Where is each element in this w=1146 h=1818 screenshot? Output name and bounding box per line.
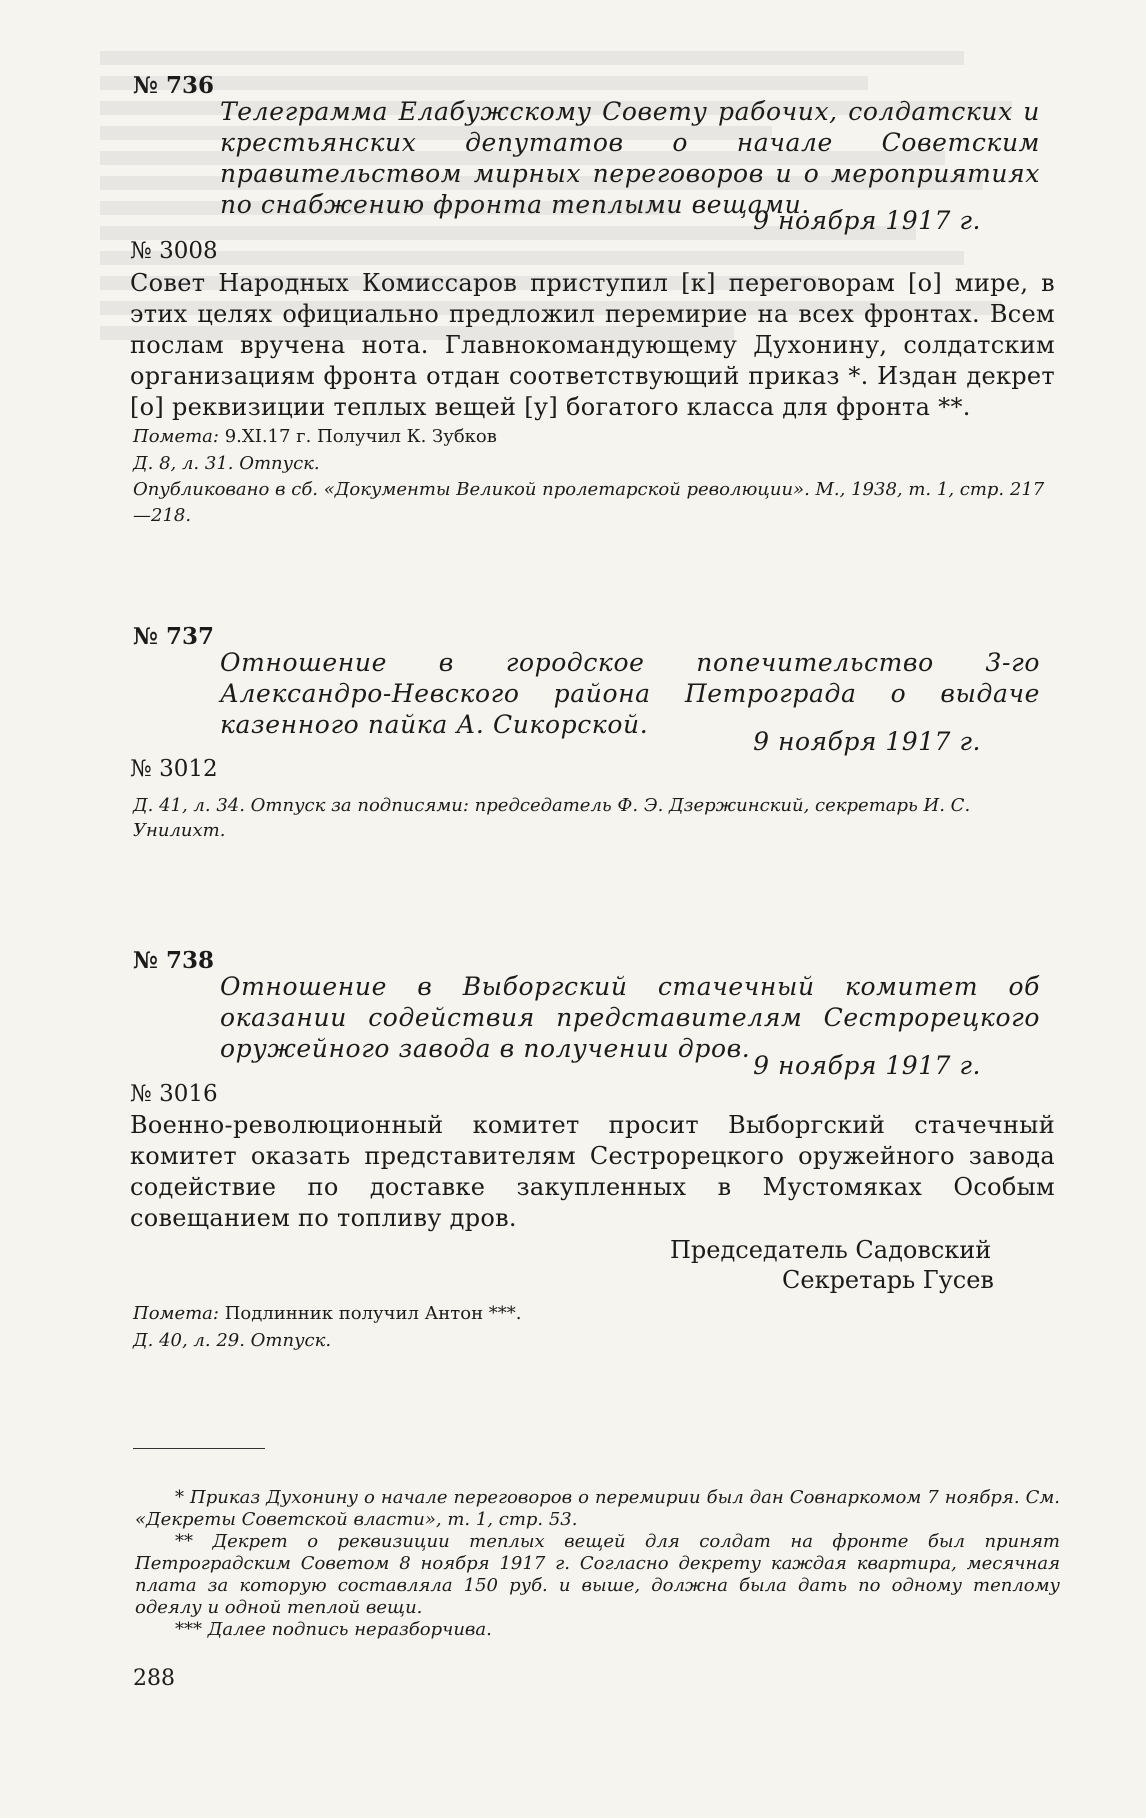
doc-date-737: 9 ноября 1917 г. <box>753 727 981 756</box>
archive-ref-736: Д. 8, л. 31. Отпуск. <box>133 453 320 474</box>
doc-date-736: 9 ноября 1917 г. <box>753 206 981 235</box>
footnote-1: * Приказ Духонину о начале переговоров о перемирии был дан Совнаркомом 7 ноября. См. «Декреты Советской власти», т. 1, стр. 53. <box>135 1487 1060 1530</box>
archive-ref-737: Д. 41, л. 34. Отпуск за подписями: председатель Ф. Э. Дзержинский, секретарь И. С. Унилихт. <box>133 795 971 841</box>
archive-number-3008: № 3008 <box>130 238 218 264</box>
note-pometa-736 <box>133 424 1058 450</box>
doc-title-737: Отношение в городское попечительство 3-го Александро-Невского района Петрограда о выдаче казенного пайка А. Сикорской. <box>220 648 1040 739</box>
doc-body-738: Военно-революционный комитет просит Выборгский стачечный комитет оказать представителям Сестрорецкого оружейного завода содействие по доставке закупленных в Мустомяках Особым совещанием по топливу дров. <box>130 1111 1055 1232</box>
signature-chairman: Председатель Садовский <box>670 1236 992 1264</box>
doc-title-738: Отношение в Выборгский стачечный комитет об оказании содействия представителям Сестрорецкого оружейного завода в получении дров. <box>220 972 1040 1063</box>
footnote-divider <box>133 1448 265 1449</box>
note-label: Помета: <box>133 426 219 447</box>
archive-number-3012: № 3012 <box>130 756 218 782</box>
archive-number-3016: № 3016 <box>130 1081 218 1107</box>
footnote-2: ** Декрет о реквизиции теплых вещей для солдат на фронте был принят Петроградским Советом 8 ноября 1917 г. Согласно декрету каждая квартира, месячная плата за которую составляла 150 руб. и выше, должна была дать по одному теплому одеялу и одной теплой вещи. <box>135 1531 1060 1618</box>
note-value: Подлинник получил Антон ***. <box>224 1303 522 1324</box>
publication-ref-736: Опубликовано в сб. «Документы Великой пролетарской революции». М., 1938, т. 1, стр. 217—218. <box>133 479 1045 526</box>
footnote-3: *** Далее подпись неразборчива. <box>175 1619 492 1640</box>
doc-number-736: № 736 <box>133 72 215 99</box>
doc-title-736: Телеграмма Елабужскому Совету рабочих, солдатских и крестьянских депутатов о начале Советским правительством мирных переговоров и о мероприятиях по снабжению фронта теплыми вещами. <box>220 97 1040 219</box>
page-number: 288 <box>133 1666 175 1691</box>
doc-number-738: № 738 <box>133 947 215 974</box>
signature-secretary: Секретарь Гусев <box>782 1266 994 1294</box>
doc-number-737: № 737 <box>133 623 215 650</box>
doc-date-738: 9 ноября 1917 г. <box>753 1051 981 1080</box>
note-pometa-738 <box>133 1301 1058 1327</box>
footnotes <box>135 1487 1060 1641</box>
doc-body-736: Совет Народных Комиссаров приступил [к] переговорам [о] мире, в этих целях официально предложил перемирие на всех фронтах. Всем послам вручена нота. Главнокомандующему Духонину, солдатским организациям фронта отдан соответствующий приказ *. Издан декрет [о] реквизиции теплых вещей [у] богатого класса для фронта **. <box>130 269 1055 421</box>
note-value: 9.XI.17 г. Получил К. Зубков <box>224 426 497 447</box>
note-label: Помета: <box>133 1303 219 1324</box>
archive-ref-738: Д. 40, л. 29. Отпуск. <box>133 1330 332 1351</box>
